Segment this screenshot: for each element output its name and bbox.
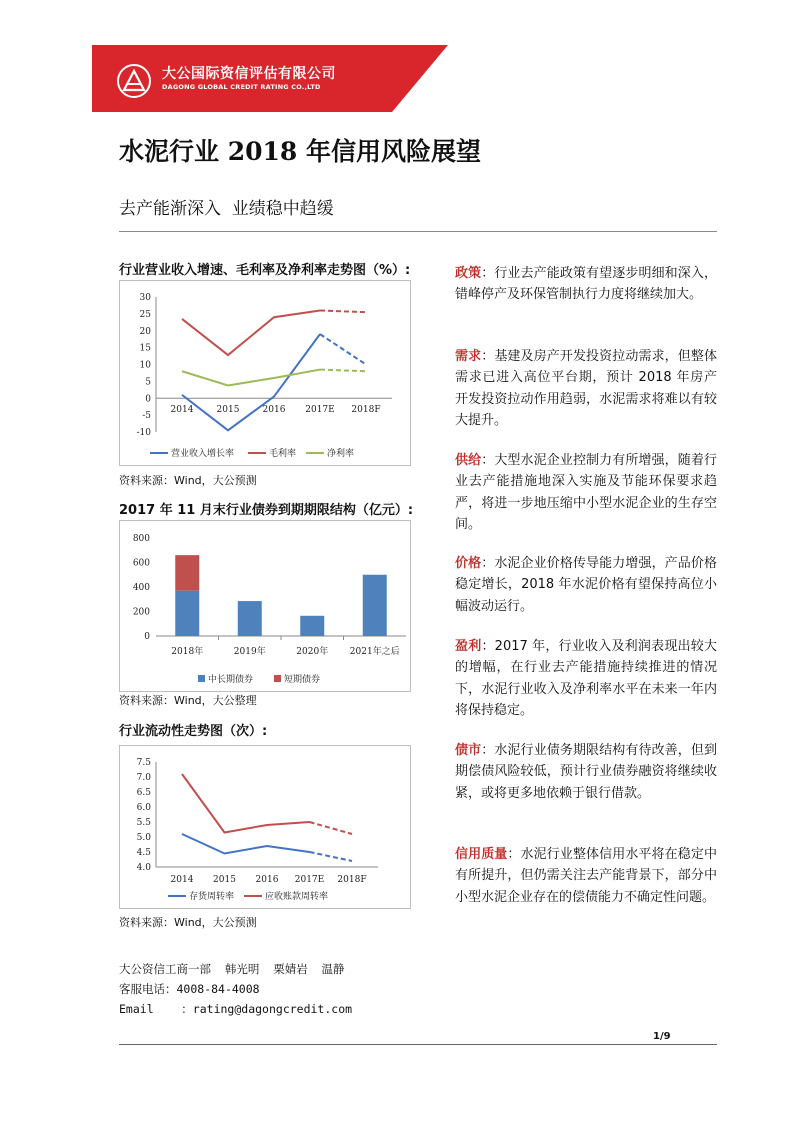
y-tick-label: 10: [139, 360, 151, 371]
section-bond-market: [455, 740, 717, 804]
chart1-source: 资料来源：Wind，大公预测: [119, 474, 257, 487]
y-tick-label: 7.5: [136, 758, 151, 768]
section-heading: 债市: [455, 743, 482, 758]
section-text: ：水泥行业整体信用水平将在稳定中有所提升，但仍需关注去产能背景下，部分中小型水泥企业存在的偿债能力不确定性问题。: [455, 847, 717, 905]
section-text: ：水泥企业价格传导能力增强，产品价格稳定增长，2018 年水泥价格有望保持高位小幅波动运行。: [455, 556, 717, 614]
legend-label: 存货周转率: [189, 892, 235, 902]
section-policy: [455, 263, 717, 306]
section-heading: 盈利: [455, 639, 482, 654]
x-tick-label: 2018年: [171, 647, 204, 657]
y-tick-label: 200: [132, 607, 150, 618]
bar: [300, 616, 324, 636]
chart3-box: [119, 745, 411, 909]
y-tick-label: 400: [132, 583, 150, 593]
y-tick-label: 0: [144, 632, 150, 642]
legend-label: 应收账款周转率: [265, 892, 329, 902]
y-tick-label: 20: [139, 326, 151, 337]
page-number: 1/9: [653, 1031, 671, 1042]
legend-label: 毛利率: [269, 449, 297, 459]
series-line: [182, 774, 310, 833]
section-heading: 价格: [455, 556, 482, 571]
report-subtitle: 去产能渐深入 业绩稳中趋缓: [119, 199, 334, 219]
report-title: 水泥行业 2018 年信用风险展望: [119, 137, 481, 166]
x-tick-label: 2021年之后: [349, 647, 400, 657]
chart3-source: 资料来源：Wind，大公预测: [119, 916, 257, 929]
y-tick-label: 4.0: [136, 863, 151, 873]
section-heading: 信用质量: [455, 847, 508, 862]
bar: [175, 591, 199, 636]
chart2-box: [119, 520, 411, 692]
chart1-title: 行业营业收入增速、毛利率及净利率走势图（%）:: [119, 263, 411, 278]
dagong-logo-icon: [116, 63, 152, 99]
section-credit-quality: [455, 844, 717, 908]
legend-label: 营业收入增长率: [171, 449, 235, 459]
section-supply: [455, 450, 717, 535]
x-tick-label: 2018F: [337, 875, 367, 885]
y-tick-label: 7.0: [136, 773, 151, 783]
y-tick-label: 0: [145, 394, 151, 405]
section-heading: 政策: [455, 266, 482, 281]
bar: [175, 555, 199, 591]
series-forecast-line: [320, 311, 366, 313]
y-tick-label: 30: [139, 293, 151, 303]
y-tick-label: 5.0: [136, 833, 151, 843]
series-forecast-line: [310, 852, 353, 861]
y-tick-label: 5.5: [136, 818, 151, 828]
chart2-source: 资料来源：Wind，大公整理: [119, 694, 257, 707]
series-line: [182, 311, 320, 356]
title-divider: [119, 231, 717, 232]
bar: [238, 601, 262, 636]
x-tick-label: 2014: [170, 875, 194, 885]
email-line: Email ：rating@dagongcredit.com: [119, 1002, 353, 1016]
x-tick-label: 2020年: [296, 647, 329, 657]
y-tick-label: 5: [145, 377, 151, 388]
chart1-box: [119, 280, 411, 466]
y-tick-label: 15: [139, 343, 151, 354]
legend-label: 短期债券: [284, 675, 321, 685]
brand-name-cn: 大公国际资信评估有限公司: [162, 66, 336, 82]
y-tick-label: -10: [136, 428, 151, 438]
bar: [363, 575, 387, 636]
legend-label: 中长期债券: [208, 675, 254, 685]
x-tick-label: 2019年: [233, 647, 266, 657]
section-text: ：2017 年，行业收入及利润表现出较大的增幅，在行业去产能措施持续推进的情况下，水泥行业收入及净利率水平在未来一年内将保持稳定。: [455, 639, 717, 718]
series-forecast-line: [310, 822, 353, 834]
section-text: ：基建及房产开发投资拉动需求，但整体需求已进入高位平台期，预计 2018 年房产开发投资拉动作用趋弱，水泥需求将难以有较大提升。: [455, 349, 717, 428]
section-text: ：大型水泥企业控制力有所增强，随着行业去产能措施地深入实施及节能环保要求趋严，将进一步地压缩中小型水泥企业的生存空间。: [455, 453, 717, 532]
x-tick-label: 2015: [216, 405, 240, 415]
x-tick-label: 2014: [170, 405, 194, 415]
y-tick-label: 600: [132, 558, 150, 569]
x-tick-label: 2017E: [294, 875, 325, 885]
section-heading: 供给: [455, 453, 482, 468]
x-tick-label: 2018F: [351, 405, 381, 415]
bottom-divider: [119, 1044, 717, 1045]
phone-line: 客服电话：4008-84-4008: [119, 982, 260, 996]
legend-label: 净利率: [327, 449, 355, 459]
chart3-svg: [120, 746, 410, 908]
section-profit: [455, 636, 717, 721]
x-tick-label: 2017E: [305, 405, 335, 415]
chart2-svg: [120, 521, 410, 691]
chart2-title: 2017 年 11 月末行业债券到期期限结构（亿元）:: [119, 503, 414, 518]
x-tick-label: 2016: [262, 405, 286, 415]
legend-swatch: [274, 675, 281, 682]
x-tick-label: 2015: [213, 875, 236, 885]
section-text: ：行业去产能政策有望逐步明细和深入，错峰停产及环保管制执行力度将继续加大。: [455, 266, 717, 303]
chart3-title: 行业流动性走势图（次）:: [119, 724, 268, 739]
section-text: ：水泥行业债务期限结构有待改善，但到期偿债风险较低，预计行业债券融资将继续收紧，或将更多地依赖于银行借款。: [455, 743, 717, 801]
x-tick-label: 2016: [255, 875, 279, 885]
series-line: [182, 370, 320, 386]
y-tick-label: 800: [132, 534, 150, 544]
brand-name-en: DAGONG GLOBAL CREDIT RATING CO.,LTD: [162, 83, 321, 91]
analysts-line: 大公资信工商一部 韩光明 栗婧岩 温静: [119, 962, 345, 976]
section-price: [455, 553, 717, 617]
series-forecast-line: [320, 334, 366, 364]
section-heading: 需求: [455, 349, 482, 364]
series-line: [182, 834, 310, 854]
y-tick-label: 4.5: [136, 848, 151, 858]
y-tick-label: 6.0: [136, 803, 151, 813]
chart1-svg: [120, 281, 410, 465]
series-forecast-line: [320, 370, 366, 372]
y-tick-label: -5: [142, 411, 151, 422]
legend-swatch: [198, 675, 205, 682]
section-demand: [455, 346, 717, 431]
y-tick-label: 6.5: [136, 788, 151, 798]
y-tick-label: 25: [139, 309, 151, 320]
